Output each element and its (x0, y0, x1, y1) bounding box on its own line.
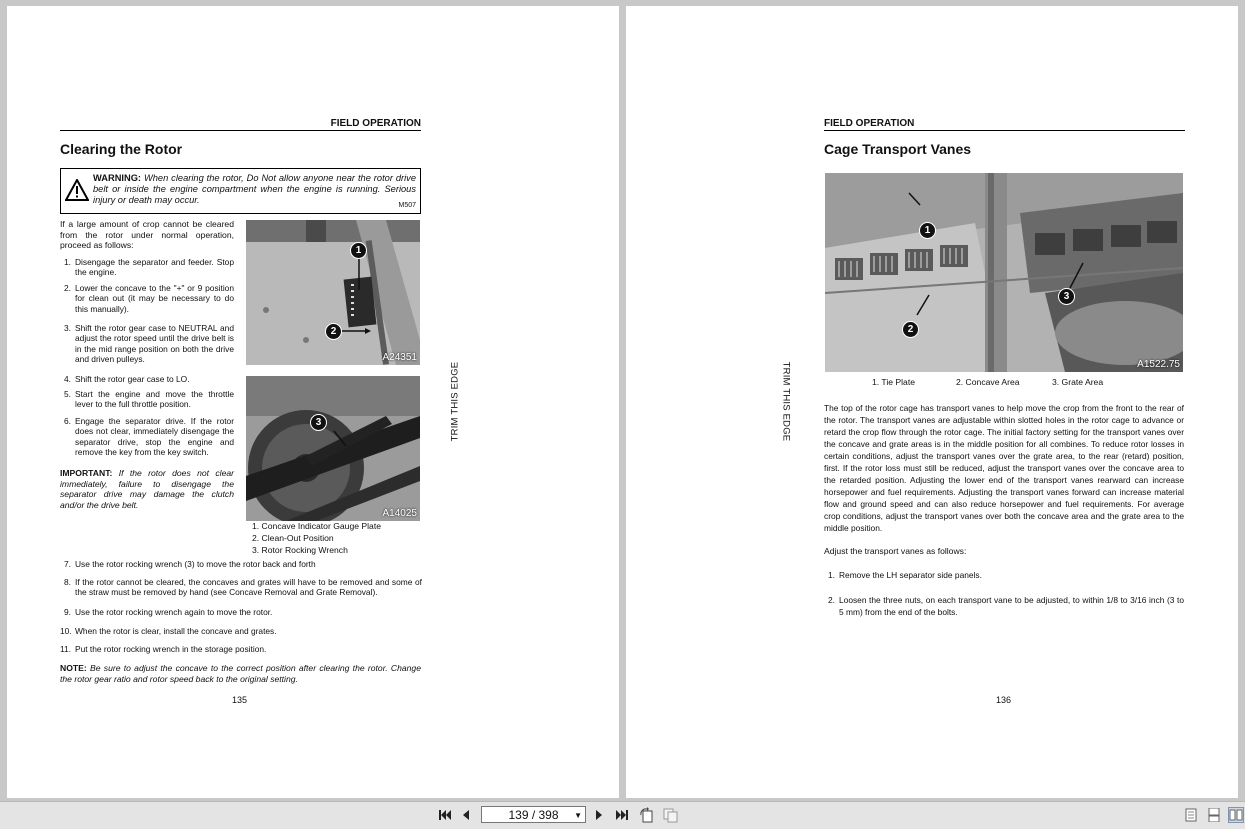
facing-pages-view-button[interactable] (1228, 807, 1244, 823)
next-page-icon (594, 809, 604, 821)
copy-page-button[interactable] (662, 807, 678, 823)
note-body: Be sure to adjust the concave to the correct position after clearing the rotor. Change the rotor gear ratio and rotor speed back to the original setting. (60, 663, 421, 684)
figure-caption (252, 520, 422, 556)
callout-3: 3 (310, 414, 327, 431)
list-item (64, 257, 234, 278)
page-title: Clearing the Rotor (60, 141, 183, 157)
list-number: 2. (64, 283, 71, 293)
viewer-toolbar (0, 801, 1245, 829)
list-number: 7. (64, 559, 71, 569)
warning-triangle-icon (65, 179, 89, 201)
list-text: When the rotor is clear, install the concave and grates. (75, 626, 277, 636)
list-number: 2. (828, 595, 835, 605)
list-text: Start the engine and move the throttle lever to the full throttle position. (75, 389, 234, 410)
next-page-button[interactable] (592, 807, 606, 823)
list-number: 1. (64, 257, 71, 267)
note-text (60, 663, 421, 684)
callout-1: 1 (919, 222, 936, 239)
list-text: Shift the rotor gear case to NEUTRAL and adjust the rotor speed until the drive belt is in the mid range position on both the drive and driven pulleys. (75, 323, 234, 364)
warning-code: M507 (398, 202, 416, 209)
caption-line: 1. Concave Indicator Gauge Plate (252, 521, 381, 531)
transport-vanes-photo (825, 173, 1183, 372)
left-page (7, 6, 619, 798)
list-text: Remove the LH separator side panels. (839, 570, 982, 580)
adjust-intro: Adjust the transport vanes as follows: (824, 546, 967, 556)
list-item (828, 594, 1184, 618)
rotate-button[interactable] (639, 807, 655, 823)
list-number: 8. (64, 577, 71, 587)
page-number: 135 (232, 695, 248, 705)
list-number: 10. (60, 626, 72, 636)
caption-line: 2. Clean-Out Position (252, 533, 334, 543)
list-number: 4. (64, 374, 71, 384)
page-number: 136 (996, 695, 1012, 705)
first-page-icon (438, 809, 452, 821)
list-item (64, 323, 234, 364)
list-item (64, 559, 422, 569)
page-number-select[interactable] (481, 806, 586, 823)
callout-2: 2 (902, 321, 919, 338)
single-page-view-button[interactable] (1184, 807, 1198, 823)
warning-box (60, 168, 421, 214)
last-page-button[interactable] (614, 807, 630, 823)
continuous-view-icon (1208, 808, 1220, 822)
rotate-icon (639, 807, 655, 823)
callout-2: 2 (325, 323, 342, 340)
list-item (64, 374, 234, 384)
previous-page-icon (461, 809, 471, 821)
last-page-icon (615, 809, 629, 821)
list-text: Use the rotor rocking wrench (3) to move the rotor back and forth (75, 559, 316, 569)
caption-tie-plate: 1. Tie Plate (872, 377, 915, 387)
callout-3: 3 (1058, 288, 1075, 305)
list-text: Disengage the separator and feeder. Stop the engine. (75, 257, 234, 278)
list-item (60, 644, 422, 654)
list-text: Use the rotor rocking wrench again to move the rotor. (75, 607, 273, 617)
list-number: 6. (64, 416, 71, 426)
page-header: FIELD OPERATION (824, 118, 1185, 131)
important-note (60, 468, 234, 510)
list-number: 3. (64, 323, 71, 333)
page-header: FIELD OPERATION (60, 118, 421, 131)
trim-edge-label: TRIM THIS EDGE (780, 361, 792, 442)
list-number: 1. (828, 570, 835, 580)
warning-text (93, 173, 416, 206)
list-text: Lower the concave to the "+" or 9 position for clean out (it may be necessary to do this manually). (75, 283, 234, 314)
caption-line: 3. Rotor Rocking Wrench (252, 545, 348, 555)
rotor-wrench-photo (246, 376, 420, 521)
right-page (626, 6, 1238, 798)
image-code: A24351 (382, 352, 417, 363)
concave-gauge-photo (246, 220, 420, 365)
list-number: 5. (64, 389, 71, 399)
intro-text: If a large amount of crop cannot be cleared from the rotor under normal operation, proceed as follows: (60, 219, 234, 251)
list-text: Shift the rotor gear case to LO. (75, 374, 190, 384)
list-number: 9. (64, 607, 71, 617)
page-indicator: 139 / 398 (508, 808, 559, 822)
important-text: If the rotor does not clear immediately, failure to disengage the separator drive may damage the clutch and/or the drive belt. (60, 468, 234, 510)
caption-grate-area: 3. Grate Area (1052, 377, 1104, 387)
caption-concave-area: 2. Concave Area (956, 377, 1020, 387)
page-title: Cage Transport Vanes (824, 141, 972, 157)
body-paragraph: The top of the rotor cage has transport vanes to help move the crop from the front to the rear of the rotor. The transport vanes are adjustable within slotted holes in the rotor cage to advance or retard the crop flow through the rotor cage. The initial factory setting for the transport vanes over the concave and grate areas is in the middle position for all combines. To reduce rotor losses in certain conditions, adjust the transport vanes over the grate area, to the rear (retard) position, first. If the rotor loss must still be reduced, adjust the transport vanes over the concave area to the retarded position. Adjusting the lower end of the transport vanes rearward can increase horsepower and fuel requirements. Adjusting the transport vanes forward can increase material flow and ground speed and can also reduce horsepower and fuel requirements. For average crop conditions, adjust the transport vanes over both the concave area and the grate area to the middle position. (824, 403, 1184, 533)
trim-edge-label: TRIM THIS EDGE (449, 361, 461, 442)
continuous-view-button[interactable] (1207, 807, 1221, 823)
list-text: Put the rotor rocking wrench in the storage position. (75, 644, 267, 654)
important-label: IMPORTANT: (60, 468, 113, 478)
list-item (64, 389, 234, 410)
list-item (64, 577, 422, 598)
list-item (64, 416, 234, 457)
facing-pages-view-icon (1229, 809, 1243, 821)
note-label: NOTE: (60, 663, 87, 673)
image-code: A1522.75 (1137, 359, 1180, 370)
dropdown-arrow-icon: ▼ (574, 811, 582, 820)
list-item (60, 626, 422, 636)
callout-1: 1 (350, 242, 367, 259)
warning-label: WARNING: (93, 173, 142, 183)
list-text: Engage the separator drive. If the rotor does not clear, immediately disengage the separator drive, stop the engine and remove the key from the key switch. (75, 416, 234, 457)
copy-page-icon (662, 807, 678, 823)
single-page-view-icon (1185, 808, 1197, 822)
list-text: If the rotor cannot be cleared, the concaves and grates will have to be removed and some of the straw must be removed by hand (see Concave Removal and Grate Removal). (75, 577, 422, 598)
image-code: A14025 (382, 508, 417, 519)
list-item (64, 607, 422, 617)
previous-page-button[interactable] (459, 807, 473, 823)
list-item (828, 570, 1184, 580)
list-text: Loosen the three nuts, on each transport vane to be adjusted, to within 1/8 to 3/16 inch (3 to 5 mm) from the end of the bolts. (839, 595, 1184, 617)
first-page-button[interactable] (437, 807, 453, 823)
warning-body: When clearing the rotor, Do Not allow anyone near the rotor drive belt or inside the engine compartment when the engine is running. Serious injury or death may occur. (93, 173, 416, 205)
list-number: 11. (60, 644, 72, 654)
list-item (64, 283, 234, 314)
